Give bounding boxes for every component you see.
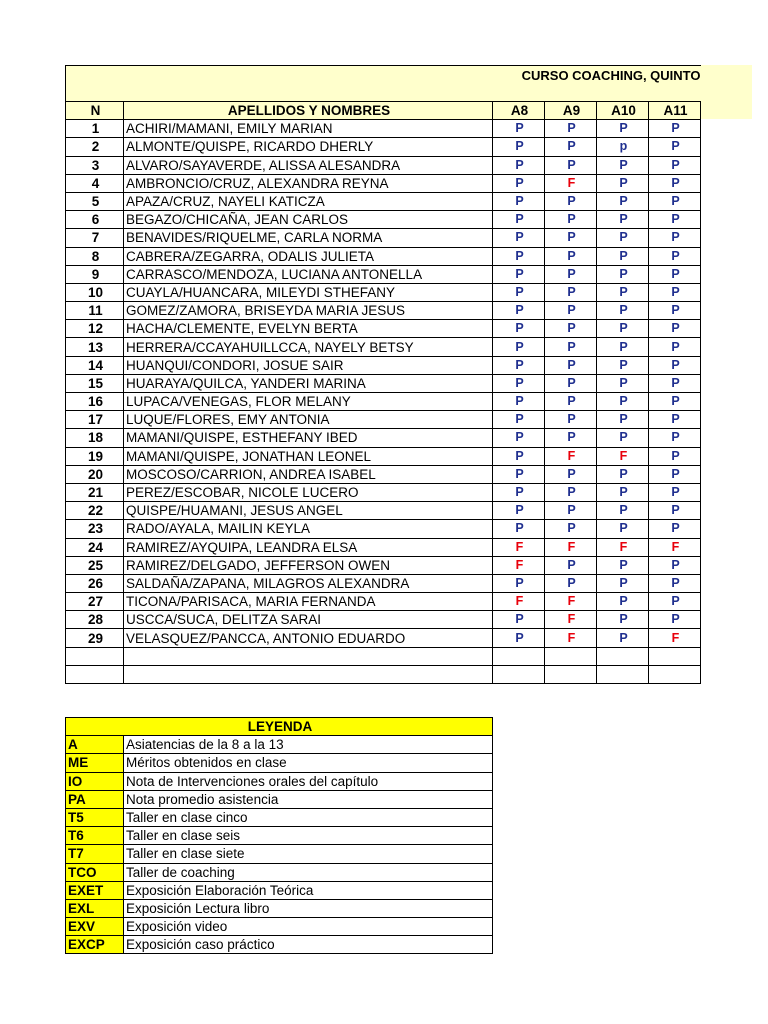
attendance-table [65, 65, 701, 684]
attendance-cell[interactable]: P [597, 629, 649, 647]
row-number[interactable]: 12 [66, 320, 124, 338]
legend-code[interactable]: EXET [66, 881, 124, 899]
empty-cell[interactable] [66, 647, 124, 665]
legend-code[interactable]: ME [66, 754, 124, 772]
empty-cell[interactable] [545, 665, 597, 683]
table-row [66, 174, 701, 192]
table-row [66, 502, 701, 520]
legend-description[interactable]: Exposición Lectura libro [124, 899, 493, 917]
attendance-cell[interactable]: P [597, 192, 649, 210]
attendance-cell[interactable]: F [597, 447, 649, 465]
attendance-cell[interactable]: P [597, 593, 649, 611]
attendance-cell[interactable]: P [649, 556, 701, 574]
attendance-cell[interactable]: F [649, 629, 701, 647]
row-number[interactable]: 19 [66, 447, 124, 465]
attendance-cell[interactable]: P [493, 120, 545, 138]
attendance-cell[interactable]: F [493, 556, 545, 574]
attendance-cell[interactable]: P [649, 574, 701, 592]
attendance-cell[interactable]: P [649, 338, 701, 356]
student-name[interactable]: GOMEZ/ZAMORA, BRISEYDA MARIA JESUS [124, 302, 493, 320]
row-number[interactable]: 27 [66, 593, 124, 611]
blank-row [66, 85, 701, 102]
attendance-cell[interactable]: P [597, 611, 649, 629]
attendance-cell[interactable]: P [545, 229, 597, 247]
attendance-cell[interactable]: P [649, 156, 701, 174]
student-name[interactable]: TICONA/PARISACA, MARIA FERNANDA [124, 593, 493, 611]
attendance-cell[interactable]: P [597, 556, 649, 574]
attendance-cell[interactable]: P [649, 120, 701, 138]
legend-description[interactable]: Exposición caso práctico [124, 936, 493, 954]
attendance-cell[interactable]: F [545, 174, 597, 192]
student-name[interactable]: RADO/AYALA, MAILIN KEYLA [124, 520, 493, 538]
student-name[interactable]: USCCA/SUCA, DELITZA SARAI [124, 611, 493, 629]
attendance-cell[interactable]: P [493, 393, 545, 411]
legend-title[interactable]: LEYENDA [66, 718, 493, 736]
header-a9[interactable]: A9 [545, 102, 597, 120]
attendance-cell[interactable]: P [545, 465, 597, 483]
attendance-cell[interactable]: P [649, 483, 701, 501]
row-number[interactable]: 9 [66, 265, 124, 283]
legend-row [66, 754, 493, 772]
attendance-cell[interactable]: P [545, 211, 597, 229]
attendance-cell[interactable]: P [545, 338, 597, 356]
attendance-cell[interactable]: P [649, 283, 701, 301]
attendance-cell[interactable]: P [597, 502, 649, 520]
empty-row [66, 665, 701, 683]
legend-code[interactable]: EXCP [66, 936, 124, 954]
attendance-cell[interactable]: P [649, 374, 701, 392]
table-row [66, 429, 701, 447]
legend-code[interactable]: T7 [66, 845, 124, 863]
student-name[interactable]: ALMONTE/QUISPE, RICARDO DHERLY [124, 138, 493, 156]
attendance-cell[interactable]: P [493, 174, 545, 192]
empty-cell[interactable] [597, 665, 649, 683]
attendance-cell[interactable]: P [493, 520, 545, 538]
table-row [66, 465, 701, 483]
attendance-cell[interactable]: P [597, 429, 649, 447]
attendance-cell[interactable]: F [545, 629, 597, 647]
table-row [66, 629, 701, 647]
row-number[interactable]: 8 [66, 247, 124, 265]
header-a8[interactable]: A8 [493, 102, 545, 120]
attendance-cell[interactable]: P [597, 174, 649, 192]
row-number[interactable]: 16 [66, 393, 124, 411]
empty-cell[interactable] [597, 647, 649, 665]
legend-row [66, 772, 493, 790]
attendance-cell[interactable]: P [493, 411, 545, 429]
attendance-cell[interactable]: P [545, 429, 597, 447]
attendance-cell[interactable]: P [545, 574, 597, 592]
attendance-cell[interactable]: P [649, 192, 701, 210]
attendance-cell[interactable]: P [545, 156, 597, 174]
student-name[interactable]: HUANQUI/CONDORI, JOSUE SAIR [124, 356, 493, 374]
attendance-cell[interactable]: P [649, 411, 701, 429]
attendance-cell[interactable]: P [493, 374, 545, 392]
legend-description[interactable]: Taller en clase cinco [124, 808, 493, 826]
attendance-cell[interactable]: P [597, 320, 649, 338]
attendance-cell[interactable]: P [493, 192, 545, 210]
table-row [66, 611, 701, 629]
attendance-cell[interactable]: P [545, 356, 597, 374]
legend-row [66, 863, 493, 881]
student-name[interactable]: PEREZ/ESCOBAR, NICOLE LUCERO [124, 483, 493, 501]
legend-description[interactable]: Nota promedio asistencia [124, 790, 493, 808]
table-row [66, 211, 701, 229]
legend-description[interactable]: Méritos obtenidos en clase [124, 754, 493, 772]
attendance-cell[interactable]: P [597, 374, 649, 392]
legend-code[interactable]: PA [66, 790, 124, 808]
attendance-cell[interactable]: P [545, 247, 597, 265]
attendance-cell[interactable]: P [493, 465, 545, 483]
attendance-cell[interactable]: P [545, 265, 597, 283]
attendance-cell[interactable]: P [493, 574, 545, 592]
attendance-cell[interactable]: P [597, 120, 649, 138]
attendance-cell[interactable]: p [597, 138, 649, 156]
attendance-cell[interactable]: P [545, 520, 597, 538]
row-number[interactable]: 4 [66, 174, 124, 192]
empty-cell[interactable] [649, 647, 701, 665]
attendance-cell[interactable]: P [597, 411, 649, 429]
attendance-cell[interactable]: P [649, 356, 701, 374]
attendance-cell[interactable]: P [493, 265, 545, 283]
header-n[interactable]: N [66, 102, 124, 120]
attendance-cell[interactable]: P [493, 629, 545, 647]
attendance-cell[interactable]: P [649, 229, 701, 247]
legend-description[interactable]: Asiatencias de la 8 a la 13 [124, 736, 493, 754]
row-number[interactable]: 15 [66, 374, 124, 392]
attendance-cell[interactable]: P [597, 156, 649, 174]
row-number[interactable]: 24 [66, 538, 124, 556]
attendance-cell[interactable]: P [649, 211, 701, 229]
row-number[interactable]: 23 [66, 520, 124, 538]
row-number[interactable]: 29 [66, 629, 124, 647]
attendance-cell[interactable]: P [545, 556, 597, 574]
legend-table [65, 717, 493, 954]
attendance-cell[interactable]: P [493, 502, 545, 520]
student-name[interactable]: HACHA/CLEMENTE, EVELYN BERTA [124, 320, 493, 338]
table-row [66, 374, 701, 392]
attendance-cell[interactable]: P [649, 138, 701, 156]
empty-cell[interactable] [124, 665, 493, 683]
student-name[interactable]: SALDAÑA/ZAPANA, MILAGROS ALEXANDRA [124, 574, 493, 592]
student-name[interactable]: HERRERA/CCAYAHUILLCCA, NAYELY BETSY [124, 338, 493, 356]
table-row [66, 229, 701, 247]
legend-row [66, 808, 493, 826]
student-name[interactable]: BEGAZO/CHICAÑA, JEAN CARLOS [124, 211, 493, 229]
attendance-cell[interactable]: P [493, 138, 545, 156]
attendance-cell[interactable]: P [545, 411, 597, 429]
legend-row [66, 736, 493, 754]
student-name[interactable]: AMBRONCIO/CRUZ, ALEXANDRA REYNA [124, 174, 493, 192]
table-row [66, 520, 701, 538]
legend-row [66, 881, 493, 899]
attendance-cell[interactable]: P [545, 393, 597, 411]
empty-cell[interactable] [493, 647, 545, 665]
attendance-cell[interactable]: F [545, 447, 597, 465]
attendance-cell[interactable]: P [649, 302, 701, 320]
row-number[interactable]: 18 [66, 429, 124, 447]
attendance-cell[interactable]: P [649, 447, 701, 465]
student-name[interactable]: MAMANI/QUISPE, ESTHEFANY IBED [124, 429, 493, 447]
student-name[interactable]: RAMIREZ/AYQUIPA, LEANDRA ELSA [124, 538, 493, 556]
row-number[interactable]: 5 [66, 192, 124, 210]
attendance-cell[interactable]: F [493, 593, 545, 611]
student-name[interactable]: MAMANI/QUISPE, JONATHAN LEONEL [124, 447, 493, 465]
table-row [66, 192, 701, 210]
table-row [66, 556, 701, 574]
attendance-cell[interactable]: P [597, 393, 649, 411]
row-number[interactable]: 28 [66, 611, 124, 629]
row-number[interactable]: 10 [66, 283, 124, 301]
attendance-cell[interactable]: F [493, 538, 545, 556]
legend-code[interactable]: A [66, 736, 124, 754]
table-row [66, 411, 701, 429]
legend-code[interactable]: TCO [66, 863, 124, 881]
attendance-cell[interactable]: F [545, 593, 597, 611]
empty-row [66, 647, 701, 665]
row-number[interactable]: 1 [66, 120, 124, 138]
table-row [66, 138, 701, 156]
legend-description[interactable]: Taller en clase seis [124, 827, 493, 845]
attendance-cell[interactable]: P [493, 611, 545, 629]
attendance-cell[interactable]: P [597, 265, 649, 283]
attendance-cell[interactable]: P [597, 283, 649, 301]
attendance-cell[interactable]: P [597, 247, 649, 265]
student-name[interactable]: CABRERA/ZEGARRA, ODALIS JULIETA [124, 247, 493, 265]
attendance-cell[interactable]: P [545, 138, 597, 156]
attendance-cell[interactable]: P [649, 320, 701, 338]
attendance-cell[interactable]: P [545, 192, 597, 210]
student-name[interactable]: HUARAYA/QUILCA, YANDERI MARINA [124, 374, 493, 392]
legend-description[interactable]: Taller de coaching [124, 863, 493, 881]
legend-code[interactable]: EXL [66, 899, 124, 917]
attendance-cell[interactable]: F [545, 538, 597, 556]
attendance-cell[interactable]: P [545, 483, 597, 501]
legend-description[interactable]: Exposición Elaboración Teórica [124, 881, 493, 899]
row-number[interactable]: 13 [66, 338, 124, 356]
attendance-cell[interactable]: P [493, 247, 545, 265]
table-row [66, 120, 701, 138]
legend-code[interactable]: T5 [66, 808, 124, 826]
row-number[interactable]: 7 [66, 229, 124, 247]
legend-code[interactable]: T6 [66, 827, 124, 845]
attendance-cell[interactable]: P [545, 283, 597, 301]
attendance-cell[interactable]: P [649, 393, 701, 411]
table-row [66, 247, 701, 265]
attendance-cell[interactable]: P [493, 156, 545, 174]
attendance-cell[interactable]: P [597, 574, 649, 592]
table-row [66, 593, 701, 611]
student-name[interactable]: APAZA/CRUZ, NAYELI KATICZA [124, 192, 493, 210]
attendance-cell[interactable]: F [545, 611, 597, 629]
attendance-cell[interactable]: P [649, 465, 701, 483]
attendance-cell[interactable]: P [545, 302, 597, 320]
empty-cell[interactable] [66, 665, 124, 683]
attendance-cell[interactable]: P [597, 229, 649, 247]
legend-row [66, 790, 493, 808]
student-name[interactable]: CARRASCO/MENDOZA, LUCIANA ANTONELLA [124, 265, 493, 283]
legend-row [66, 899, 493, 917]
legend-row [66, 918, 493, 936]
empty-cell[interactable] [124, 647, 493, 665]
student-name[interactable]: BENAVIDES/RIQUELME, CARLA NORMA [124, 229, 493, 247]
attendance-cell[interactable]: P [545, 502, 597, 520]
table-row [66, 574, 701, 592]
table-row [66, 393, 701, 411]
attendance-cell[interactable]: P [597, 520, 649, 538]
attendance-cell[interactable]: P [597, 483, 649, 501]
table-row [66, 156, 701, 174]
attendance-cell[interactable]: P [493, 356, 545, 374]
attendance-cell[interactable]: F [597, 538, 649, 556]
row-number[interactable]: 26 [66, 574, 124, 592]
attendance-cell[interactable]: P [493, 320, 545, 338]
attendance-cell[interactable]: P [649, 247, 701, 265]
attendance-cell[interactable]: P [493, 302, 545, 320]
legend-row [66, 845, 493, 863]
attendance-cell[interactable]: F [649, 538, 701, 556]
legend-code[interactable]: EXV [66, 918, 124, 936]
title-row [66, 66, 701, 86]
student-name[interactable]: QUISPE/HUAMANI, JESUS ANGEL [124, 502, 493, 520]
attendance-cell[interactable]: P [493, 338, 545, 356]
row-number[interactable]: 14 [66, 356, 124, 374]
student-name[interactable]: RAMIREZ/DELGADO, JEFFERSON OWEN [124, 556, 493, 574]
sheet-title: CURSO COACHING, QUINTO [521, 68, 701, 83]
student-name[interactable]: ALVARO/SAYAVERDE, ALISSA ALESANDRA [124, 156, 493, 174]
table-row [66, 483, 701, 501]
legend-description[interactable]: Taller en clase siete [124, 845, 493, 863]
attendance-cell[interactable]: P [597, 356, 649, 374]
attendance-cell[interactable]: P [649, 174, 701, 192]
row-number[interactable]: 6 [66, 211, 124, 229]
attendance-cell[interactable]: P [493, 429, 545, 447]
legend-code[interactable]: IO [66, 772, 124, 790]
table-row [66, 356, 701, 374]
empty-cell[interactable] [493, 665, 545, 683]
attendance-cell[interactable]: P [649, 611, 701, 629]
table-row [66, 302, 701, 320]
attendance-cell[interactable]: P [649, 593, 701, 611]
attendance-cell[interactable]: P [649, 265, 701, 283]
student-name[interactable]: LUQUE/FLORES, EMY ANTONIA [124, 411, 493, 429]
row-number[interactable]: 22 [66, 502, 124, 520]
table-row [66, 447, 701, 465]
header-a11[interactable]: A11 [649, 102, 701, 120]
row-number[interactable]: 20 [66, 465, 124, 483]
row-number[interactable]: 3 [66, 156, 124, 174]
student-name[interactable]: VELASQUEZ/PANCCA, ANTONIO EDUARDO [124, 629, 493, 647]
empty-cell[interactable] [649, 665, 701, 683]
legend-header-row [66, 718, 493, 736]
legend-description[interactable]: Nota de Intervenciones orales del capítulo [124, 772, 493, 790]
attendance-cell[interactable]: P [545, 320, 597, 338]
table-row [66, 265, 701, 283]
table-row [66, 320, 701, 338]
attendance-cell[interactable]: P [493, 211, 545, 229]
table-row [66, 338, 701, 356]
attendance-cell[interactable]: P [597, 465, 649, 483]
student-name[interactable]: CUAYLA/HUANCARA, MILEYDI STHEFANY [124, 283, 493, 301]
legend-row [66, 936, 493, 954]
header-name[interactable]: APELLIDOS Y NOMBRES [124, 102, 493, 120]
row-number[interactable]: 25 [66, 556, 124, 574]
attendance-cell[interactable]: P [597, 302, 649, 320]
table-row [66, 283, 701, 301]
header-row [66, 102, 701, 120]
student-name[interactable]: MOSCOSO/CARRION, ANDREA ISABEL [124, 465, 493, 483]
attendance-cell[interactable]: P [597, 211, 649, 229]
row-number[interactable]: 17 [66, 411, 124, 429]
attendance-cell[interactable]: P [493, 229, 545, 247]
attendance-cell[interactable]: P [597, 338, 649, 356]
empty-cell[interactable] [545, 647, 597, 665]
attendance-cell[interactable]: P [649, 520, 701, 538]
row-number[interactable]: 11 [66, 302, 124, 320]
row-number[interactable]: 2 [66, 138, 124, 156]
legend-row [66, 827, 493, 845]
attendance-cell[interactable]: P [545, 374, 597, 392]
attendance-cell[interactable]: P [493, 283, 545, 301]
student-name[interactable]: ACHIRI/MAMANI, EMILY MARIAN [124, 120, 493, 138]
student-name[interactable]: LUPACA/VENEGAS, FLOR MELANY [124, 393, 493, 411]
legend-description[interactable]: Exposición video [124, 918, 493, 936]
attendance-cell[interactable]: P [649, 429, 701, 447]
table-row [66, 538, 701, 556]
attendance-cell[interactable]: P [649, 502, 701, 520]
header-a10[interactable]: A10 [597, 102, 649, 120]
attendance-cell[interactable]: P [545, 120, 597, 138]
attendance-cell[interactable]: P [493, 483, 545, 501]
attendance-cell[interactable]: P [493, 447, 545, 465]
row-number[interactable]: 21 [66, 483, 124, 501]
